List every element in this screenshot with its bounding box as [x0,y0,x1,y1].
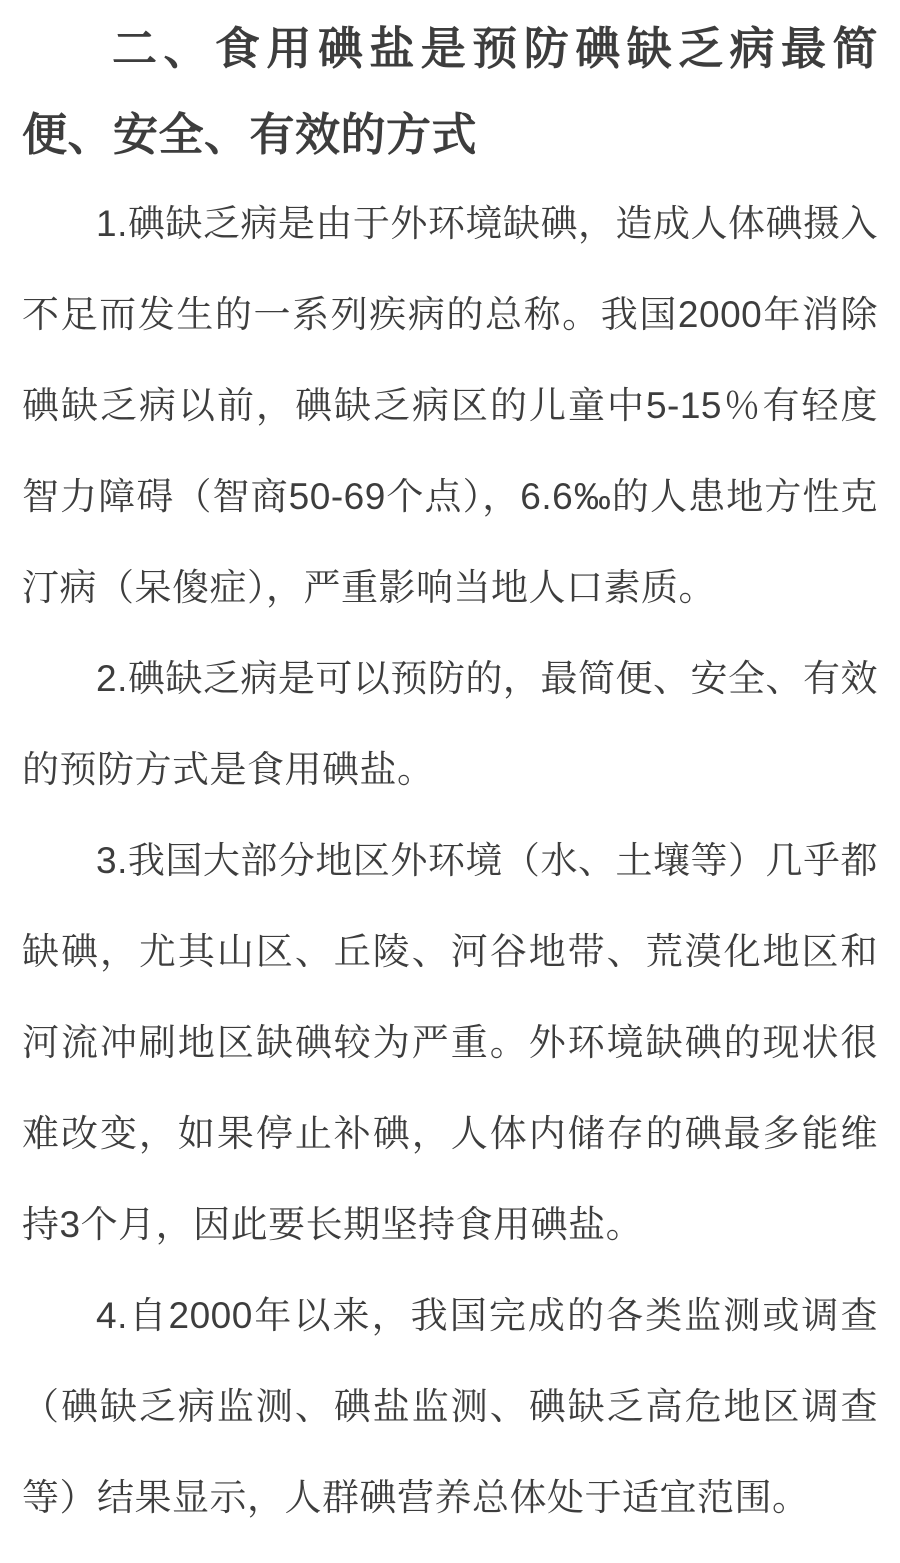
paragraph-1: 1.碘缺乏病是由于外环境缺碘，造成人体碘摄入不足而发生的一系列疾病的总称。我国2000年消除碘缺乏病以前，碘缺乏病区的儿童中5-15％有轻度智力障碍（智商50-69个点），6.6‰的人患地方性克汀病（呆傻症），严重影响当地人口素质。 [22,203,878,608]
paragraph-4: 4.自2000年以来，我国完成的各类监测或调查（碘缺乏病监测、碘盐监测、碘缺乏高危地区调查等）结果显示，人群碘营养总体处于适宜范围。 [22,1295,878,1518]
paragraph-2: 2.碘缺乏病是可以预防的，最简便、安全、有效的预防方式是食用碘盐。 [22,658,878,790]
section-heading: 二、食用碘盐是预防碘缺乏病最简便、安全、有效的方式 [22,23,878,160]
paragraph-3: 3.我国大部分地区外环境（水、土壤等）几乎都缺碘，尤其山区、丘陵、河谷地带、荒漠化地区和河流冲刷地区缺碘较为严重。外环境缺碘的现状很难改变，如果停止补碘，人体内储存的碘最多能维持3个月，因此要长期坚持食用碘盐。 [22,840,878,1245]
